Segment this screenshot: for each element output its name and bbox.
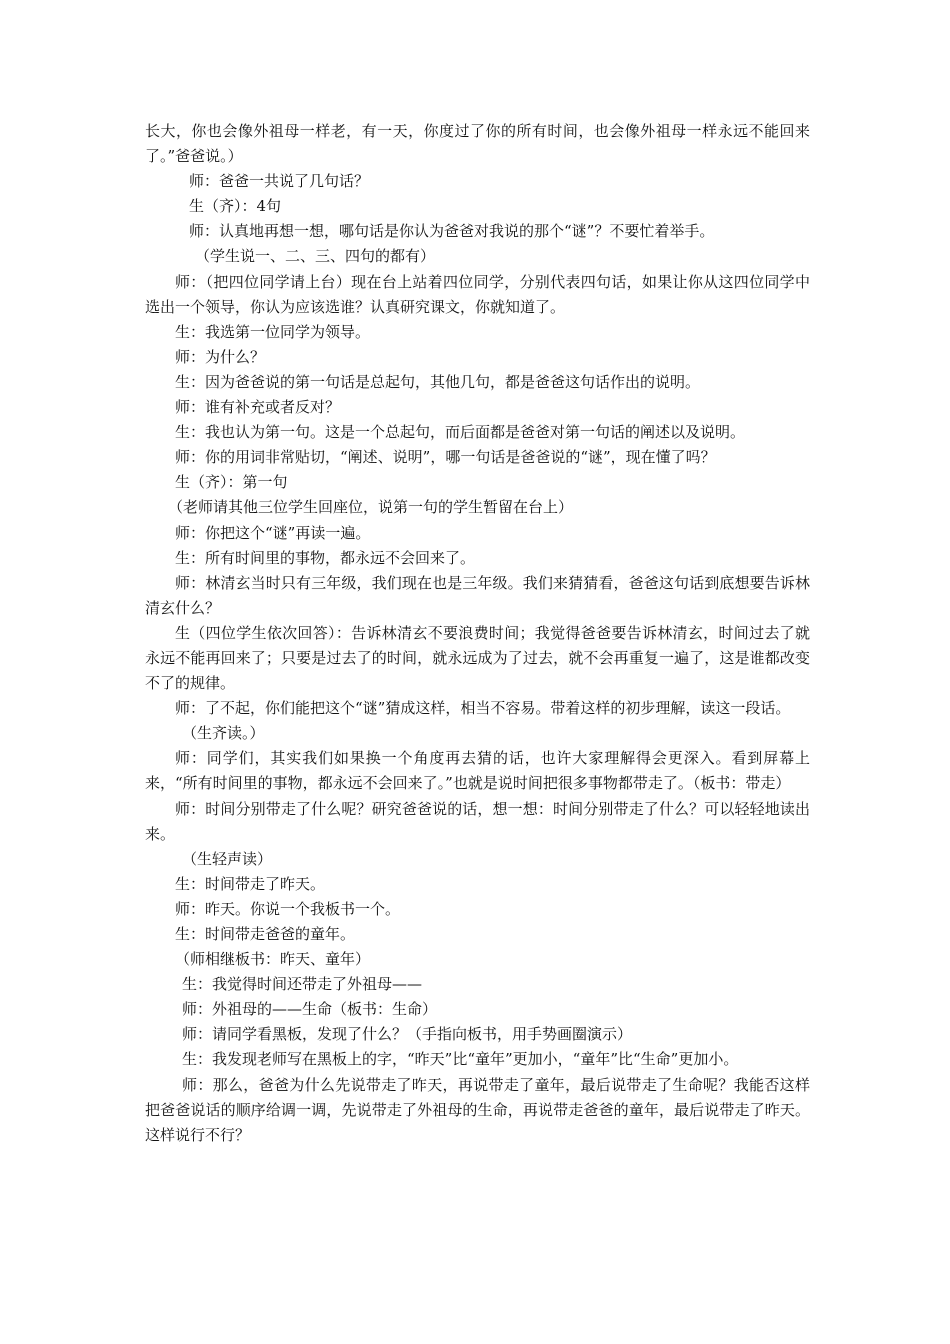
paragraph: 生：我选第一位同学为领导。 (175, 322, 371, 341)
paragraph: 师：认真地再想一想，哪句话是你认为爸爸对我说的那个“谜”？不要忙着举手。 (189, 222, 715, 241)
paragraph: （生轻声读） (182, 849, 273, 868)
paragraph: 生：我发现老师写在黑板上的字，“昨天”比“童年”更加小，“童年”比“生命”更加小。 (182, 1050, 739, 1069)
paragraph: 生：时间带走爸爸的童年。 (175, 925, 356, 943)
paragraph: 师：请同学看黑板，发现了什么？（手指向板书，用手势画圈演示） (182, 1025, 633, 1044)
paragraph: （师相继板书：昨天、童年） (175, 950, 371, 969)
paragraph: 生：我觉得时间还带走了外祖母—— (182, 975, 423, 994)
paragraph: 师：时间分别带走了什么呢？研究爸爸说的话，想一想：时间分别带走了什么？可以轻轻地读出来。 (145, 799, 810, 843)
paragraph: 师：为什么？ (175, 347, 266, 366)
paragraph: 师：你把这个“谜”再读一遍。 (175, 523, 371, 542)
paragraph: 生：因为爸爸说的第一句话是总起句，其他几句，都是爸爸这句话作出的说明。 (175, 372, 701, 391)
paragraph: 师：爸爸一共说了几句话？ (189, 172, 370, 191)
paragraph: 师：外祖母的——生命（板书：生命） (182, 1000, 438, 1019)
paragraph: 师：（把四位同学请上台）现在台上站着四位同学，分别代表四句话，如果让你从这四位同学中选出一个领导，你认为应该选谁？认真研究课文，你就知道了。 (145, 272, 810, 316)
paragraph: （学生说一、二、三、四句的都有） (195, 247, 436, 266)
paragraph: 师：了不起，你们能把这个“谜”猜成这样，相当不容易。带着这样的初步理解，读这一段话。 (175, 699, 791, 718)
paragraph: 生：我也认为第一句。这是一个总起句，而后面都是爸爸对第一句话的阐述以及说明。 (175, 423, 746, 442)
paragraph: 生（四位学生依次回答）：告诉林清玄不要浪费时间；我觉得爸爸要告诉林清玄，时间过去了就永远不能再回来了；只要是过去了的时间，就永远成为了过去，就不会再重复一遍了，这是谁都改变不了的规律。 (145, 623, 810, 693)
paragraph: 师：那么，爸爸为什么先说带走了昨天，再说带走了童年，最后说带走了生命呢？我能否这样把爸爸说话的顺序给调一调，先说带走了外祖母的生命，再说带走爸爸的童年，最后说带走了昨天。这样说行不行？ (145, 1075, 810, 1144)
paragraph: （生齐读。） (182, 724, 265, 743)
paragraph: 生：时间带走了昨天。 (175, 874, 326, 893)
paragraph: 师：你的用词非常贴切，“阐述、说明”，哪一句话是爸爸说的“谜”，现在懂了吗？ (175, 448, 716, 467)
paragraph: 师：谁有补充或者反对？ (175, 398, 341, 417)
paragraph: 生（齐）：4句 (189, 197, 282, 216)
paragraph: 师：同学们，其实我们如果换一个角度再去猜的话，也许大家理解得会更深入。看到屏幕上来，“所有时间里的事物，都永远不会回来了。”也就是说时间把很多事物都带走了。（板书：带走） (145, 749, 810, 793)
paragraph: 长大，你也会像外祖母一样老，有一天，你度过了你的所有时间，也会像外祖母一样永远不能回来了。”爸爸说。） (145, 122, 810, 166)
text-body (145, 119, 810, 1148)
paragraph: 生：所有时间里的事物，都永远不会回来了。 (175, 548, 476, 567)
paragraph: 师：林清玄当时只有三年级，我们现在也是三年级。我们来猜猜看，爸爸这句话到底想要告诉林清玄什么？ (145, 573, 810, 617)
paragraph: （老师请其他三位学生回座位，说第一句的学生暂留在台上） (168, 498, 574, 517)
paragraph: 师：昨天。你说一个我板书一个。 (175, 899, 401, 918)
paragraph: 生（齐）：第一句 (175, 473, 288, 492)
